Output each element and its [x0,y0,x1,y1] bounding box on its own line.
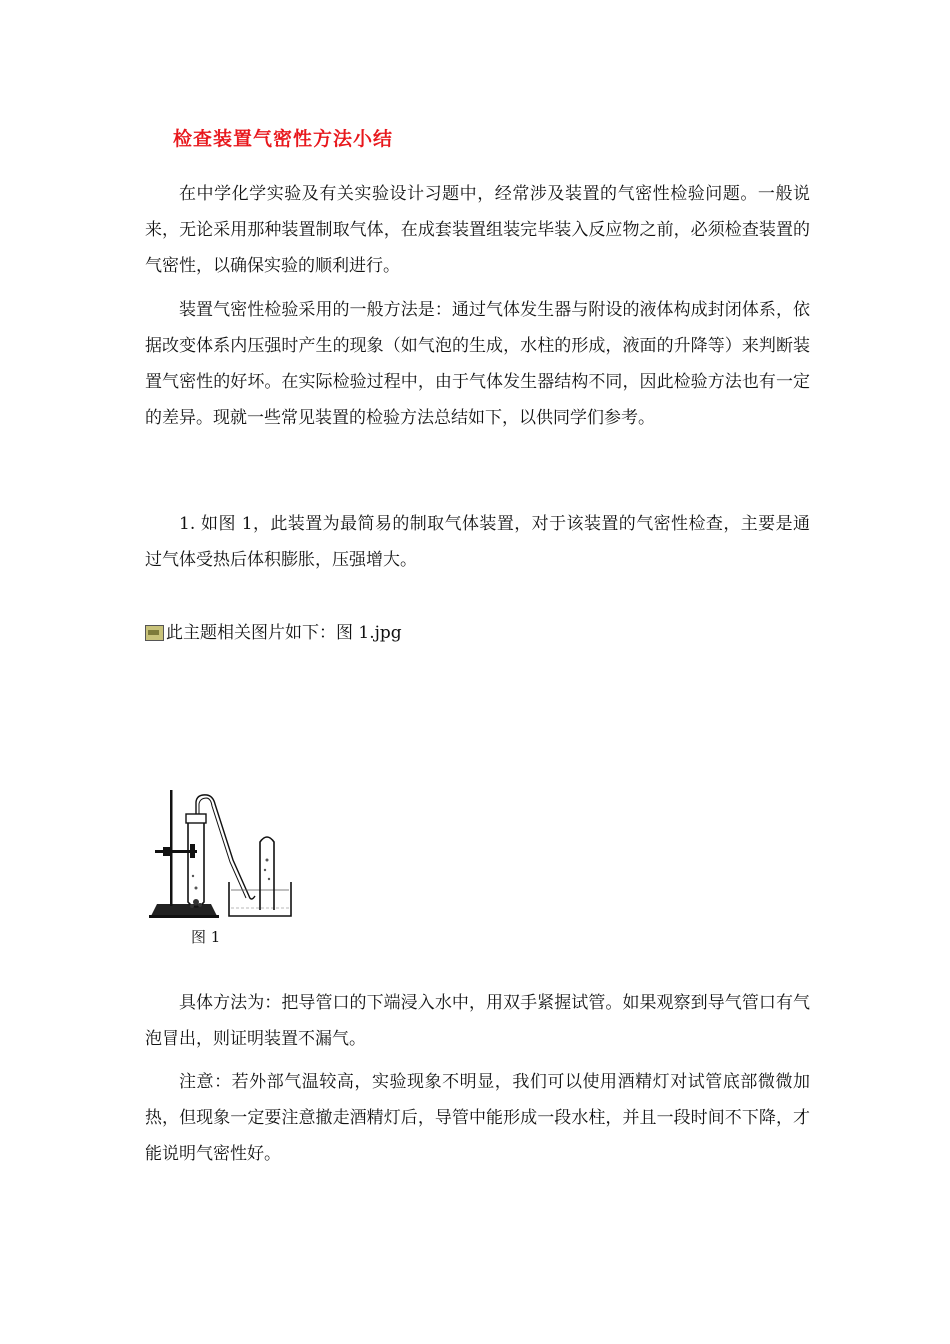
figure-caption: 图 1 [191,928,221,946]
image-attachment-line[interactable] [145,620,402,646]
document-title: 检查装置气密性方法小结 [173,128,394,150]
image-attachment-label: 此主题相关图片如下：图 1.jpg [166,623,402,643]
image-file-icon [145,625,164,641]
collecting-tube [260,837,274,910]
stopper [186,814,206,823]
paragraph-method: 装置气密性检验采用的一般方法是：通过气体发生器与附设的液体构成封闭体系，依据改变体系内压强时产生的现象（如气泡的生成，水柱的形成，液面的升降等）来判断装置气密性的好坏。在实际检验过程中，由于气体发生器结构不同，因此检验方法也有一定的差异。现就一些常见装置的检验方法总结如下，以供同学们参考。 [145,300,810,428]
test-tube [188,820,204,907]
paragraph-item-1: 1. 如图 1，此装置为最简易的制取气体装置，对于该装置的气密性检查，主要是通过气体受热后体积膨胀，压强增大。 [145,514,810,570]
paragraph-intro: 在中学化学实验及有关实验设计习题中，经常涉及装置的气密性检验问题。一般说来，无论采用那种装置制取气体，在成套装置组装完毕装入反应物之前，必须检查装置的气密性，以确保实验的顺利进行。 [145,184,810,276]
figure-1-apparatus [145,778,295,948]
stand-plate [149,915,219,918]
paragraph-specific-method: 具体方法为：把导管口的下端浸入水中，用双手紧握试管。如果观察到导气管口有气泡冒出，则证明装置不漏气。 [145,993,810,1049]
stand-base [151,904,217,916]
paragraph-note: 注意：若外部气温较高，实验现象不明显，我们可以使用酒精灯对试管底部微微加热，但现象一定要注意撤走酒精灯后，导管中能形成一段水柱，并且一段时间不下降，才能说明气密性好。 [145,1072,810,1164]
